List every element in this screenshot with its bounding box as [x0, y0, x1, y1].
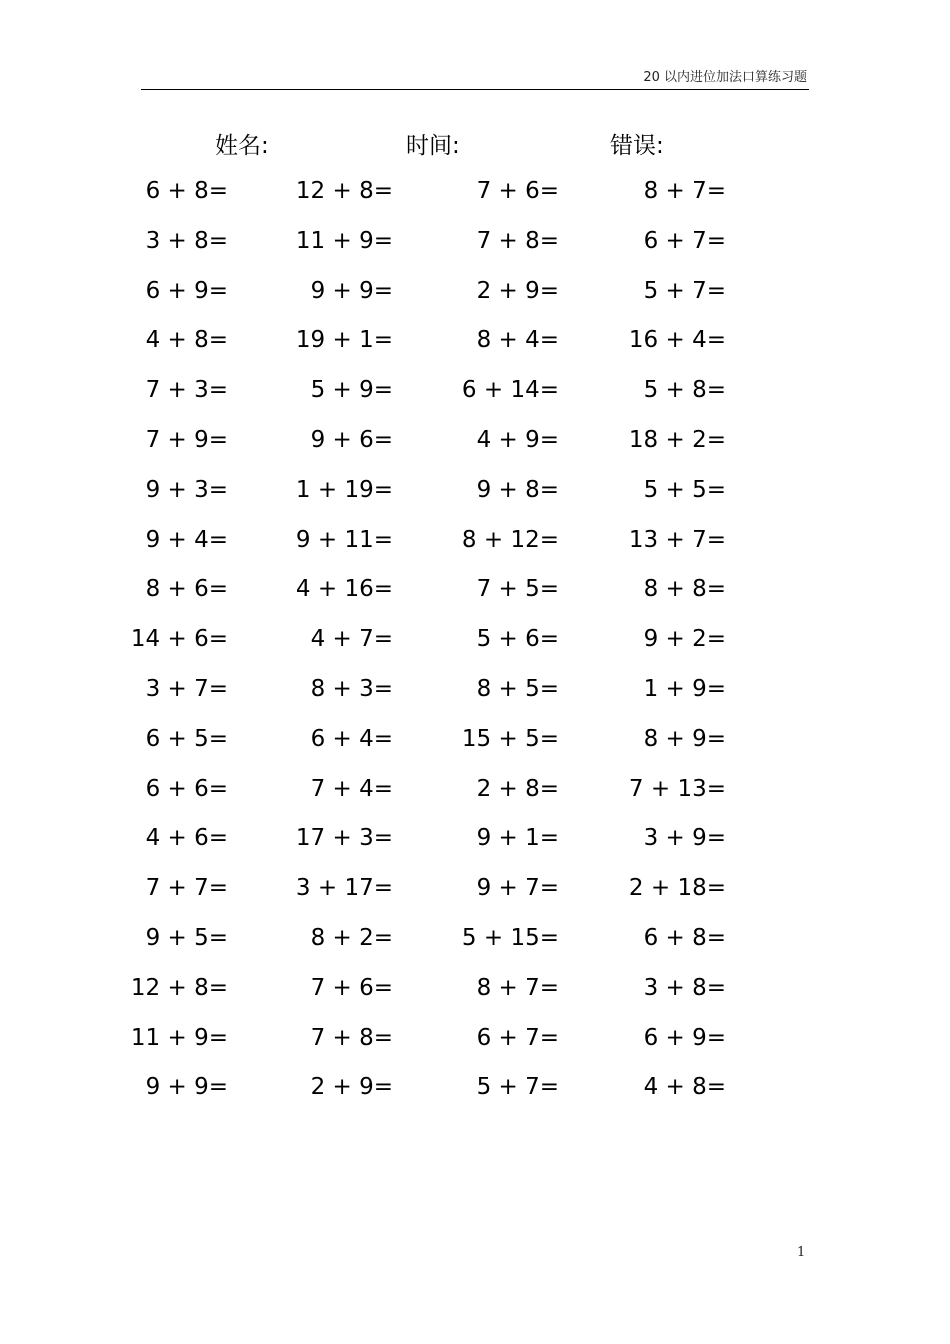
problem-cell: 9 + 6=	[310, 426, 393, 453]
problem-cell: 9 + 9=	[310, 277, 393, 304]
problem-cell: 5 + 5=	[643, 476, 726, 503]
problem-row	[0, 422, 950, 472]
problem-cell: 19 + 1=	[295, 327, 393, 354]
problem-cell: 6 + 4=	[310, 725, 393, 752]
problem-row	[0, 721, 950, 771]
problem-cell: 9 + 5=	[145, 924, 228, 951]
header-title: 20 以内进位加法口算练习题	[643, 70, 807, 85]
problem-cell: 12 + 8=	[295, 178, 393, 204]
info-row	[0, 127, 950, 159]
problem-row	[0, 771, 950, 821]
problem-row	[0, 1020, 950, 1070]
problem-cell: 8 + 12=	[461, 526, 559, 553]
problem-cell: 5 + 9=	[310, 377, 393, 404]
problem-row	[0, 970, 950, 1020]
problem-row	[0, 621, 950, 671]
problem-cell: 13 + 7=	[628, 526, 726, 553]
errors-label: 错误:	[610, 133, 664, 159]
problem-cell: 9 + 2=	[643, 626, 726, 653]
problem-cell: 18 + 2=	[628, 426, 726, 453]
problem-cell: 8 + 2=	[310, 924, 393, 951]
problem-row	[0, 372, 950, 422]
problem-cell: 17 + 3=	[295, 825, 393, 852]
problem-cell: 9 + 7=	[476, 875, 559, 902]
problem-cell: 9 + 4=	[145, 526, 228, 553]
problem-row	[0, 571, 950, 621]
time-label: 时间:	[406, 133, 460, 159]
problem-cell: 7 + 5=	[476, 576, 559, 603]
problem-cell: 8 + 7=	[476, 974, 559, 1001]
problem-row	[0, 870, 950, 920]
problem-row	[0, 223, 950, 273]
problem-cell: 2 + 9=	[310, 1074, 393, 1101]
problem-cell: 6 + 14=	[461, 377, 559, 404]
problem-cell: 16 + 4=	[628, 327, 726, 354]
problem-cell: 9 + 9=	[145, 1074, 228, 1101]
problem-row	[0, 173, 950, 223]
problem-cell: 7 + 4=	[310, 775, 393, 802]
problem-cell: 7 + 6=	[310, 974, 393, 1001]
problem-cell: 9 + 8=	[476, 476, 559, 503]
problem-cell: 4 + 7=	[310, 626, 393, 653]
problem-cell: 7 + 9=	[145, 426, 228, 453]
problem-cell: 7 + 3=	[145, 377, 228, 404]
problem-cell: 4 + 9=	[476, 426, 559, 453]
problem-cell: 3 + 17=	[295, 875, 393, 902]
problem-cell: 6 + 6=	[145, 775, 228, 802]
problem-cell: 2 + 18=	[628, 875, 726, 902]
problem-cell: 8 + 3=	[310, 675, 393, 702]
problem-cell: 5 + 7=	[476, 1074, 559, 1101]
problem-cell: 7 + 13=	[628, 775, 726, 802]
problem-cell: 4 + 8=	[643, 1074, 726, 1101]
problem-cell: 4 + 16=	[295, 576, 393, 603]
problem-row	[0, 820, 950, 870]
problem-cell: 6 + 9=	[145, 277, 228, 304]
problem-row	[0, 273, 950, 323]
problem-row	[0, 322, 950, 372]
problem-cell: 6 + 8=	[145, 178, 228, 204]
problem-cell: 6 + 5=	[145, 725, 228, 752]
problem-cell: 7 + 7=	[145, 875, 228, 902]
problem-cell: 4 + 6=	[145, 825, 228, 852]
problem-row	[0, 671, 950, 721]
problem-cell: 6 + 7=	[476, 1024, 559, 1051]
problem-cell: 5 + 6=	[476, 626, 559, 653]
problem-cell: 8 + 6=	[145, 576, 228, 603]
problem-cell: 1 + 19=	[295, 476, 393, 503]
problem-cell: 11 + 9=	[295, 227, 393, 254]
problem-grid	[0, 173, 950, 1119]
problem-row	[0, 522, 950, 572]
problem-cell: 15 + 5=	[461, 725, 559, 752]
problem-cell: 11 + 9=	[130, 1024, 228, 1051]
problem-cell: 5 + 7=	[643, 277, 726, 304]
problem-cell: 8 + 9=	[643, 725, 726, 752]
problem-cell: 7 + 8=	[310, 1024, 393, 1051]
problem-cell: 3 + 9=	[643, 825, 726, 852]
page-number: 1	[797, 1245, 806, 1260]
name-label: 姓名:	[215, 133, 269, 159]
problem-cell: 9 + 1=	[476, 825, 559, 852]
problem-cell: 9 + 11=	[295, 526, 393, 553]
problem-cell: 5 + 15=	[461, 924, 559, 951]
problem-cell: 7 + 6=	[476, 178, 559, 204]
problem-cell: 8 + 8=	[643, 576, 726, 603]
problem-cell: 4 + 8=	[145, 327, 228, 354]
problem-cell: 8 + 5=	[476, 675, 559, 702]
problem-cell: 9 + 3=	[145, 476, 228, 503]
problem-cell: 7 + 8=	[476, 227, 559, 254]
problem-row	[0, 472, 950, 522]
problem-cell: 2 + 9=	[476, 277, 559, 304]
problem-row	[0, 1069, 950, 1119]
problem-cell: 3 + 8=	[145, 227, 228, 254]
problem-cell: 6 + 7=	[643, 227, 726, 254]
problem-cell: 1 + 9=	[643, 675, 726, 702]
problem-cell: 5 + 8=	[643, 377, 726, 404]
problem-cell: 3 + 7=	[145, 675, 228, 702]
problem-cell: 8 + 7=	[643, 178, 726, 204]
problem-cell: 2 + 8=	[476, 775, 559, 802]
problem-cell: 6 + 8=	[643, 924, 726, 951]
header-divider	[141, 89, 809, 90]
problem-cell: 6 + 9=	[643, 1024, 726, 1051]
problem-cell: 14 + 6=	[130, 626, 228, 653]
problem-cell: 8 + 4=	[476, 327, 559, 354]
problem-cell: 12 + 8=	[130, 974, 228, 1001]
problem-cell: 3 + 8=	[643, 974, 726, 1001]
problem-row	[0, 920, 950, 970]
